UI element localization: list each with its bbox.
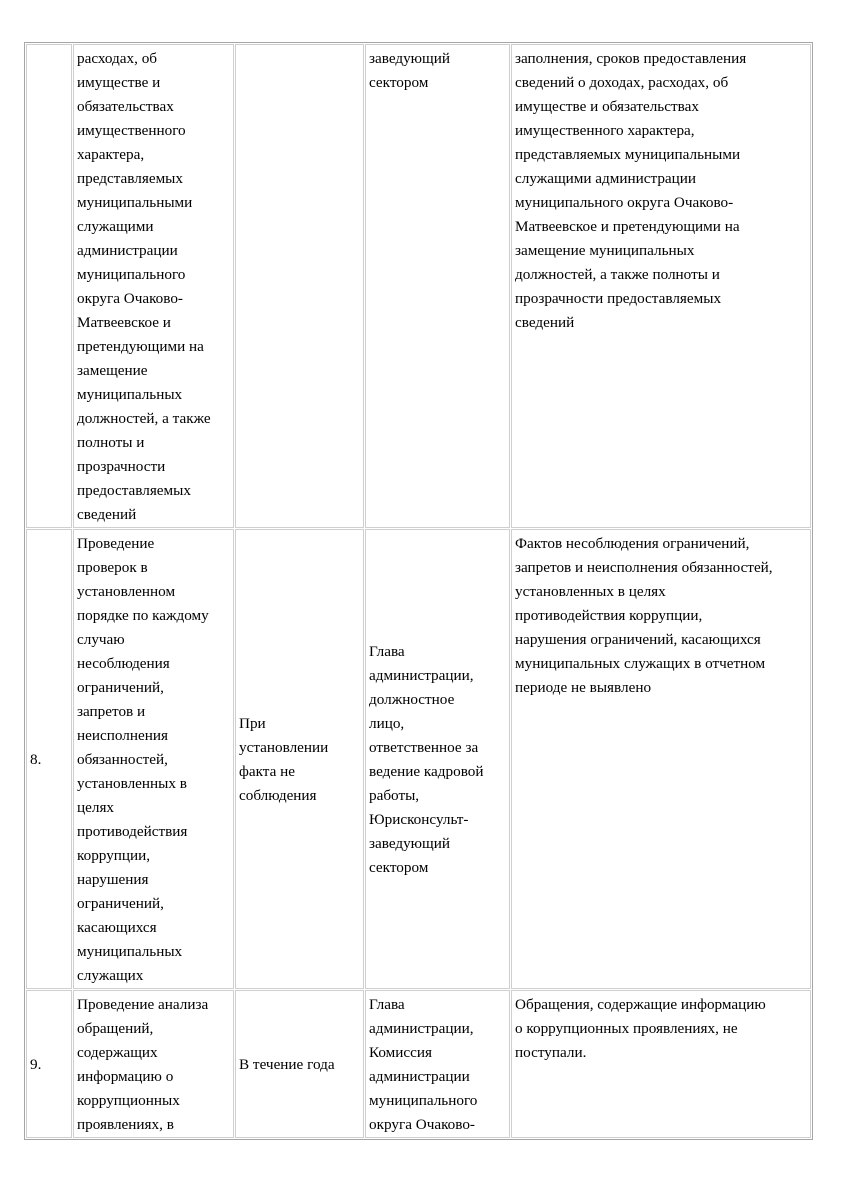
result-cell: [511, 990, 811, 1138]
measure-cell: [73, 990, 234, 1138]
measure-cell: [73, 44, 234, 528]
measure-text: расходах, об имуществе и обязательствах имущественного характера, представляемых муниципальными служащими администрации муниципального округа Очаково- Матвеевское и претендующими на замещение муниципальных должностей, а также полноты и прозрачности предоставляемых сведений: [77, 50, 211, 523]
table-row: [26, 529, 811, 989]
table-row: [26, 44, 811, 528]
result-cell: [511, 529, 811, 989]
responsible-text: Глава администрации, должностное лицо, ответственное за ведение кадровой работы, Юрисконсульт- заведующий сектором: [369, 643, 484, 876]
responsible-cell: [365, 990, 510, 1138]
term-cell: [235, 529, 364, 989]
result-text: Фактов несоблюдения ограничений, запретов и неисполнения обязанностей, установленных в целях противодействия коррупции, нарушения ограничений, касающихся муниципальных служащих в отчетном периоде не выявлено: [515, 535, 773, 696]
result-text: заполнения, сроков предоставления сведений о доходах, расходах, об имуществе и обязательствах имущественного характера, представляемых муниципальными служащими администрации муниципального округа Очаково- Матвеевское и претендующими на замещение муниципальных должностей, а также полноты и прозрачности предоставляемых сведений: [515, 50, 747, 331]
row-number-cell: [26, 990, 72, 1138]
responsible-text: Глава администрации, Комиссия администрации муниципального округа Очаково-: [369, 996, 478, 1133]
term-text: В течение года: [239, 1056, 335, 1073]
responsible-cell: [365, 44, 510, 528]
term-text: При установлении факта не соблюдения: [239, 715, 329, 804]
measures-table: [24, 42, 813, 1140]
measure-text: Проведение проверок в установленном порядке по каждому случаю несоблюдения ограничений, запретов и неисполнения обязанностей, установленных в целях противодействия коррупции, нарушения ограничений, касающихся муниципальных служащих: [77, 535, 209, 984]
term-cell: [235, 44, 364, 528]
row-number-cell: [26, 529, 72, 989]
result-text: Обращения, содержащие информацию о коррупционных проявлениях, не поступали.: [515, 996, 766, 1061]
measure-text: Проведение анализа обращений, содержащих информацию о коррупционных проявлениях, в: [77, 996, 209, 1133]
responsible-text: заведующий сектором: [369, 50, 450, 91]
table-row: [26, 990, 811, 1138]
responsible-cell: [365, 529, 510, 989]
row-number-cell: [26, 44, 72, 528]
result-cell: [511, 44, 811, 528]
row-number: 8.: [30, 751, 42, 768]
measure-cell: [73, 529, 234, 989]
term-cell: [235, 990, 364, 1138]
row-number: 9.: [30, 1056, 42, 1073]
